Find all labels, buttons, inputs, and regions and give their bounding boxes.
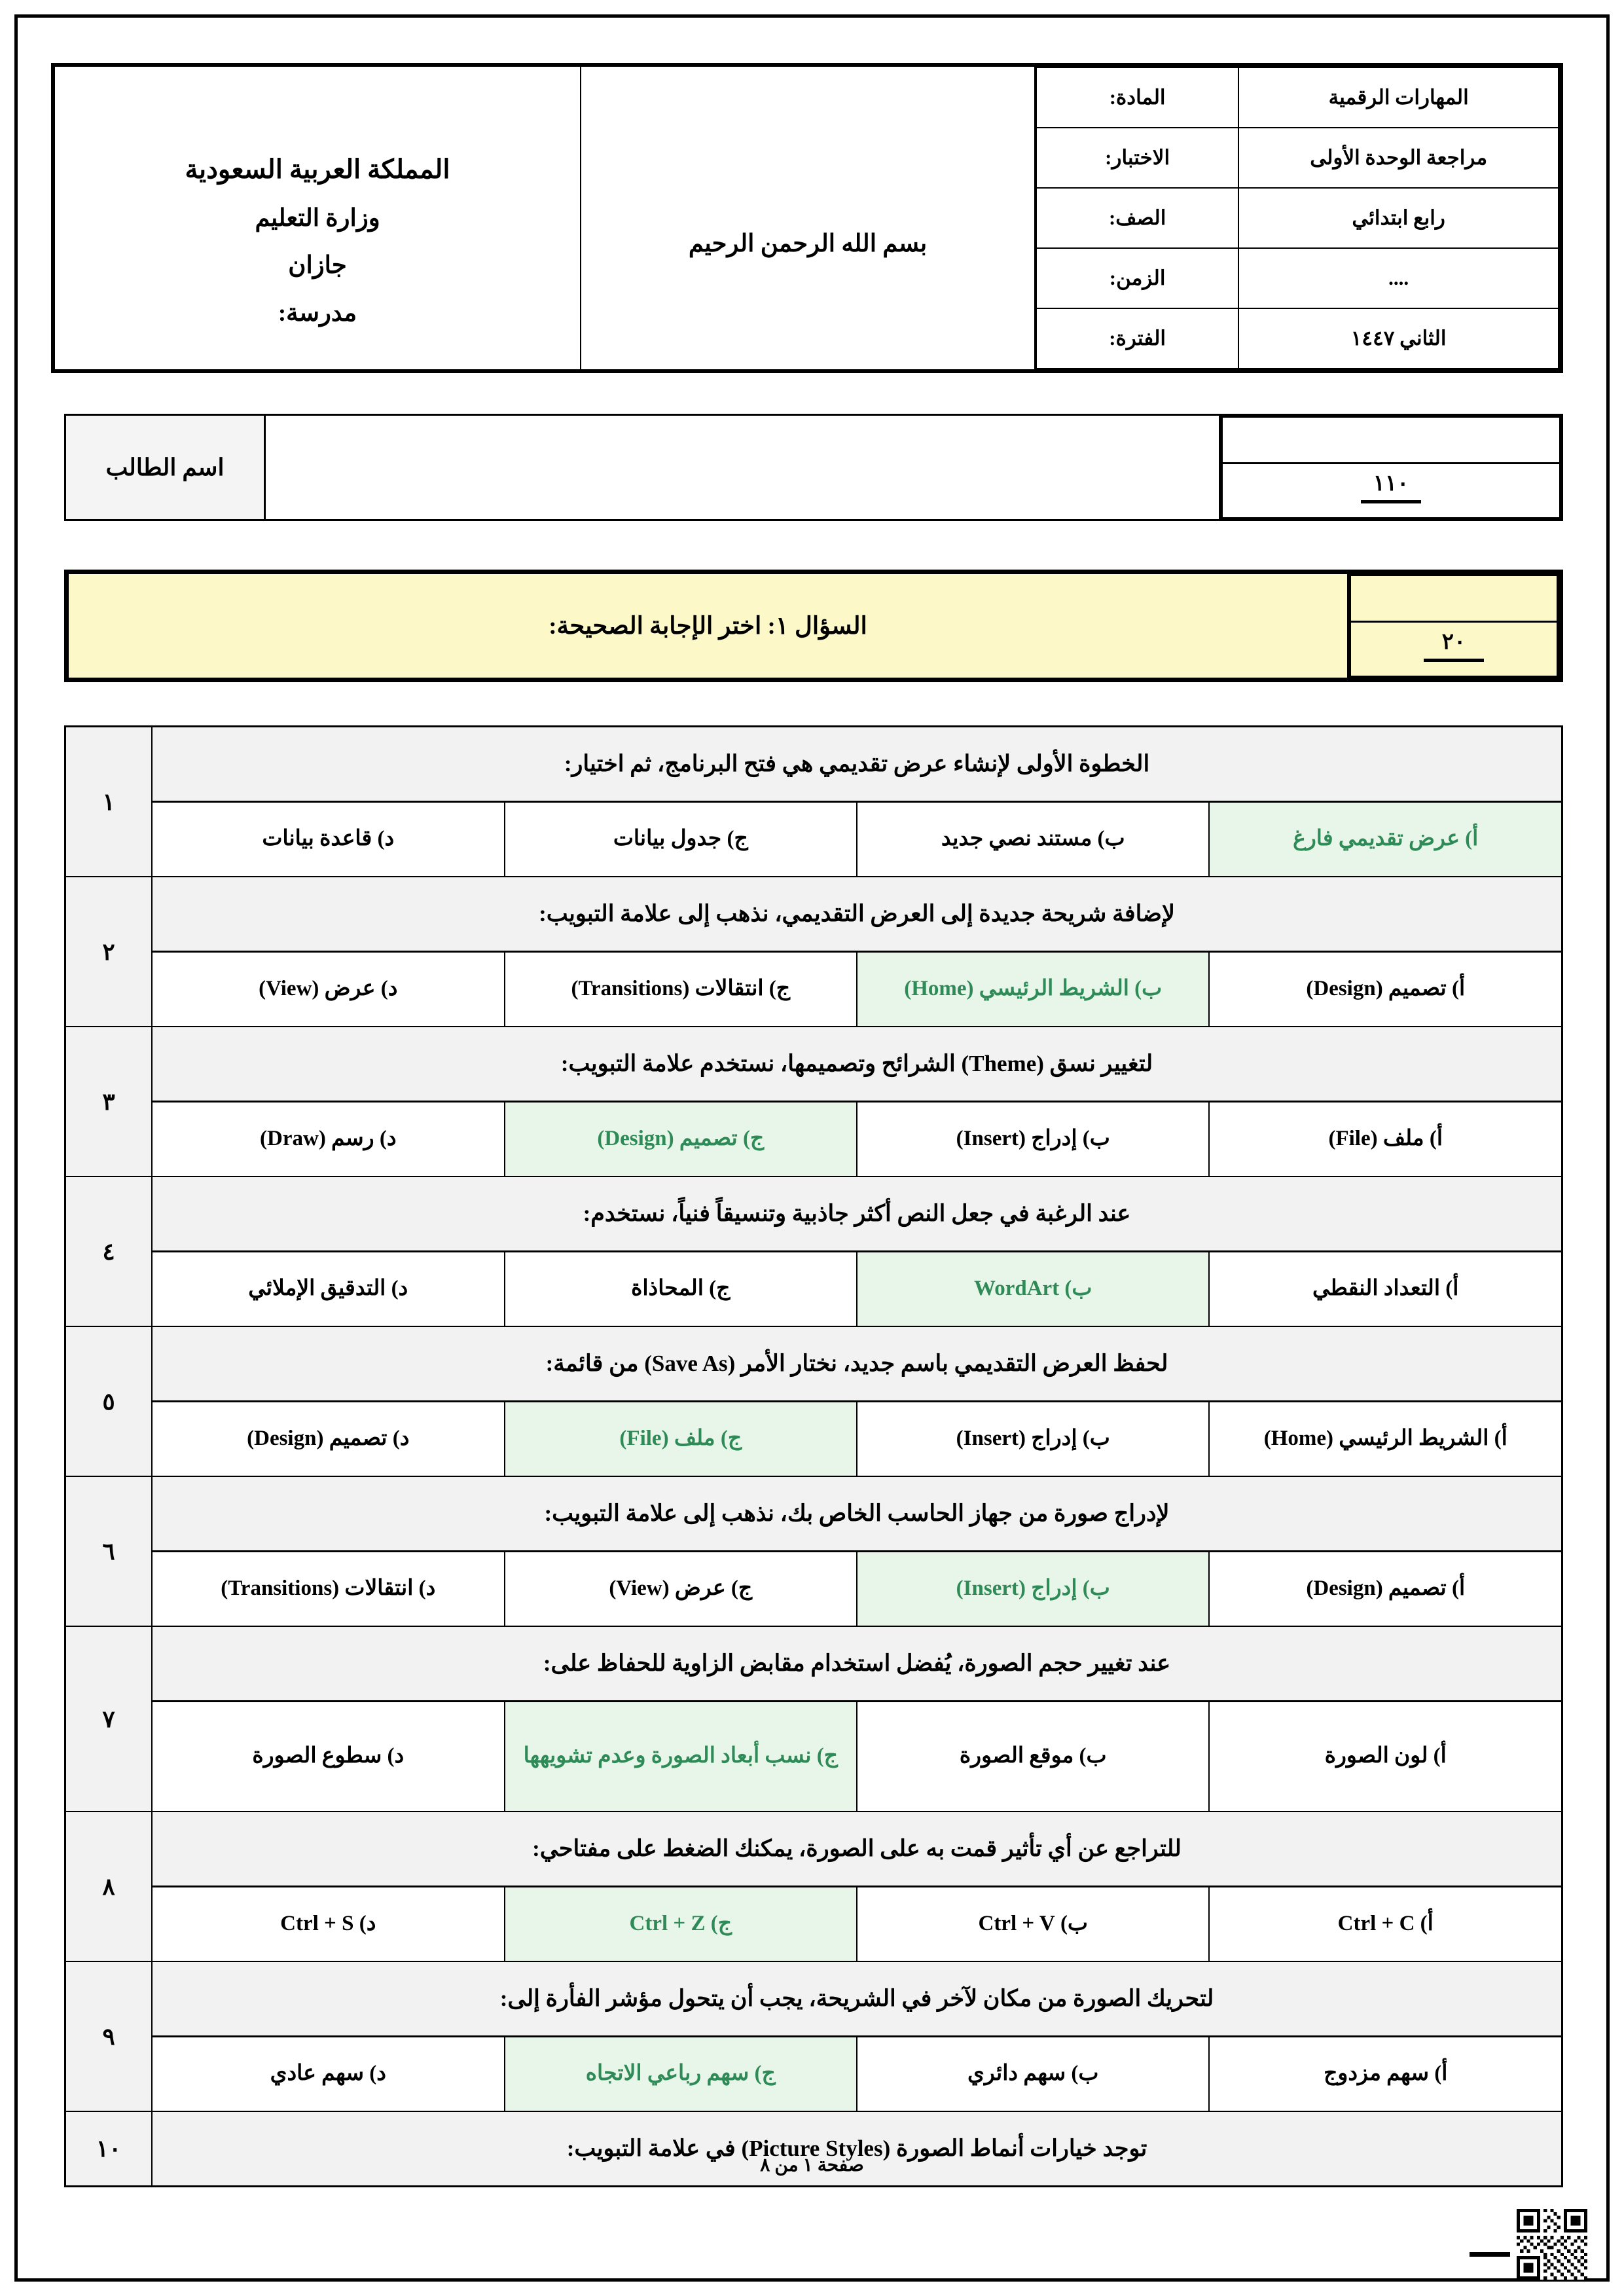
info-row-time xyxy=(1036,248,1559,308)
info-value-time: .... xyxy=(1238,248,1559,308)
info-row-grade xyxy=(1036,188,1559,248)
option[interactable]: د) تصميم (Design) xyxy=(153,1402,505,1476)
option[interactable]: ب) Ctrl + V xyxy=(857,1887,1209,1961)
qr-area xyxy=(1476,2205,1587,2284)
info-value-exam: مراجعة الوحدة الأولى xyxy=(1238,128,1559,188)
option[interactable]: أ) Ctrl + C xyxy=(1209,1887,1561,1961)
total-mark-earned[interactable] xyxy=(1222,417,1561,464)
question-number: ٤ xyxy=(65,1176,153,1326)
question-text: للتراجع عن أي تأثير قمت به على الصورة، يمكنك الضغط على مفتاحي: xyxy=(153,1812,1561,1887)
question-inner-table xyxy=(153,1477,1561,1626)
option[interactable]: ب) مستند نصي جديد xyxy=(857,803,1209,876)
option[interactable]: ب) إدراج (Insert) xyxy=(857,1102,1209,1176)
option[interactable]: أ) تصميم (Design) xyxy=(1209,953,1561,1026)
question-inner-table xyxy=(153,1627,1561,1811)
section-mark-box xyxy=(1349,574,1559,678)
org-line-ministry: وزارة التعليم xyxy=(255,205,380,232)
info-label-subject: المادة: xyxy=(1036,67,1238,128)
question-text: لإدراج صورة من جهاز الحاسب الخاص بك، نذهب إلى علامة التبويب: xyxy=(153,1477,1561,1552)
question-text: الخطوة الأولى لإنشاء عرض تقديمي هي فتح البرنامج، ثم اختيار: xyxy=(153,727,1561,802)
student-name-input[interactable] xyxy=(265,415,1220,520)
questions-table xyxy=(64,725,1563,2187)
question-row xyxy=(65,1961,1562,2111)
qr-code-icon xyxy=(1517,2209,1587,2280)
options-host xyxy=(153,1702,1561,1812)
option[interactable]: ب) سهم دائري xyxy=(857,2037,1209,2111)
option-correct[interactable]: ج) ملف (File) xyxy=(505,1402,857,1476)
question-inner-table xyxy=(153,1177,1561,1326)
options-table xyxy=(153,953,1561,1026)
question-body xyxy=(152,1176,1562,1326)
page-footer: صفحة ١ من ٨ xyxy=(760,2155,864,2176)
student-row-wrapper xyxy=(64,414,1563,521)
option[interactable]: أ) تصميم (Design) xyxy=(1209,1552,1561,1626)
question-inner-table xyxy=(153,1812,1561,1961)
option[interactable]: د) انتقالات (Transitions) xyxy=(153,1552,505,1626)
option[interactable]: د) Ctrl + S xyxy=(153,1887,505,1961)
section-mark-underline xyxy=(1424,659,1484,662)
total-mark-cell xyxy=(1220,415,1562,520)
info-value-grade: رابع ابتدائي xyxy=(1238,188,1559,248)
option[interactable]: ج) جدول بيانات xyxy=(505,803,857,876)
exam-info-table xyxy=(1036,67,1559,369)
student-name-table xyxy=(64,414,1563,521)
option-correct[interactable]: ج) Ctrl + Z xyxy=(505,1887,857,1961)
options-table xyxy=(153,1102,1561,1176)
options-host xyxy=(153,1887,1561,1961)
question-text: لتغيير نسق (Theme) الشرائح وتصميمها، نستخدم علامة التبويب: xyxy=(153,1027,1561,1102)
question-body xyxy=(152,1027,1562,1176)
options-host xyxy=(153,2037,1561,2111)
org-line-region: جازان xyxy=(288,252,347,280)
section-title: السؤال ١: اختر الإجابة الصحيحة: xyxy=(67,572,1348,680)
info-value-term: الثاني ١٤٤٧ xyxy=(1238,308,1559,369)
section-mark-denominator xyxy=(1350,622,1558,677)
options-table xyxy=(153,1402,1561,1476)
info-row-term xyxy=(1036,308,1559,369)
option[interactable]: ج) المحاذاة xyxy=(505,1252,857,1326)
option[interactable]: أ) الشريط الرئيسي (Home) xyxy=(1209,1402,1561,1476)
section-banner-table xyxy=(64,570,1563,682)
option[interactable]: ج) انتقالات (Transitions) xyxy=(505,953,857,1026)
page-content xyxy=(64,63,1563,2187)
option[interactable]: د) سهم عادي xyxy=(153,2037,505,2111)
question-text: توجد خيارات أنماط الصورة (Picture Styles) في علامة التبويب: xyxy=(153,2112,1561,2185)
option[interactable]: أ) لون الصورة xyxy=(1209,1702,1561,1811)
question-body xyxy=(152,1476,1562,1626)
options-table xyxy=(153,2037,1561,2111)
question-text: لإضافة شريحة جديدة إلى العرض التقديمي، نذهب إلى علامة التبويب: xyxy=(153,877,1561,952)
option[interactable]: ج) عرض (View) xyxy=(505,1552,857,1626)
question-body xyxy=(152,1626,1562,1812)
option-correct[interactable]: أ) عرض تقديمي فارغ xyxy=(1209,803,1561,876)
question-text: عند تغيير حجم الصورة، يُفضل استخدام مقابض الزاوية للحفاظ على: xyxy=(153,1627,1561,1702)
section-mark-value: ٢٠ xyxy=(1441,629,1466,654)
info-label-grade: الصف: xyxy=(1036,188,1238,248)
option-correct[interactable]: ب) الشريط الرئيسي (Home) xyxy=(857,953,1209,1026)
total-mark-box xyxy=(1221,416,1561,519)
option[interactable]: د) التدقيق الإملائي xyxy=(153,1252,505,1326)
option[interactable]: أ) ملف (File) xyxy=(1209,1102,1561,1176)
option[interactable]: أ) التعداد النقطي xyxy=(1209,1252,1561,1326)
section-mark-cell xyxy=(1348,572,1561,680)
question-text: لتحريك الصورة من مكان لآخر في الشريحة، يجب أن يتحول مؤشر الفأرة إلى: xyxy=(153,1962,1561,2037)
question-number: ٥ xyxy=(65,1326,153,1476)
option-correct[interactable]: ج) تصميم (Design) xyxy=(505,1102,857,1176)
question-inner-table xyxy=(153,1962,1561,2111)
info-label-time: الزمن: xyxy=(1036,248,1238,308)
option[interactable]: د) رسم (Draw) xyxy=(153,1102,505,1176)
question-row xyxy=(65,1027,1562,1176)
option-correct[interactable]: ب) إدراج (Insert) xyxy=(857,1552,1209,1626)
question-row xyxy=(65,1476,1562,1626)
question-inner-table xyxy=(153,877,1561,1026)
mark-underline xyxy=(1361,500,1421,503)
info-label-exam: الاختبار: xyxy=(1036,128,1238,188)
option[interactable]: أ) سهم مزدوج xyxy=(1209,2037,1561,2111)
option-correct[interactable]: ج) سهم رباعي الاتجاه xyxy=(505,2037,857,2111)
exam-info-cell xyxy=(1035,65,1561,371)
org-line-school: مدرسة: xyxy=(278,299,357,327)
question-inner-table xyxy=(153,727,1561,876)
options-host xyxy=(153,802,1561,877)
question-number: ٦ xyxy=(65,1476,153,1626)
question-row xyxy=(65,1626,1562,1812)
info-value-subject: المهارات الرقمية xyxy=(1238,67,1559,128)
question-body xyxy=(152,1326,1562,1476)
document-header-table xyxy=(51,63,1563,373)
options-table xyxy=(153,1887,1561,1961)
org-line-country: المملكة العربية السعودية xyxy=(185,155,450,185)
question-text: عند الرغبة في جعل النص أكثر جاذبية وتنسيقاً فنياً، نستخدم: xyxy=(153,1177,1561,1252)
option[interactable]: د) قاعدة بيانات xyxy=(153,803,505,876)
options-host xyxy=(153,1402,1561,1476)
question-number: ٩ xyxy=(65,1961,153,2111)
info-row-subject xyxy=(1036,67,1559,128)
options-table xyxy=(153,803,1561,876)
option[interactable]: د) عرض (View) xyxy=(153,953,505,1026)
student-name-label: اسم الطالب xyxy=(65,415,265,520)
question-body xyxy=(152,877,1562,1027)
question-row xyxy=(65,1326,1562,1476)
organization-cell xyxy=(53,65,581,371)
total-mark-denominator xyxy=(1222,464,1561,519)
options-table xyxy=(153,1252,1561,1326)
info-label-term: الفترة: xyxy=(1036,308,1238,369)
question-number: ٢ xyxy=(65,877,153,1027)
question-body xyxy=(152,1812,1562,1961)
options-host xyxy=(153,1102,1561,1176)
question-inner-table xyxy=(153,1327,1561,1476)
question-number: ١٠ xyxy=(65,2111,153,2187)
question-inner-table xyxy=(153,1027,1561,1176)
question-body xyxy=(152,1961,1562,2111)
question-number: ٨ xyxy=(65,1812,153,1961)
options-host xyxy=(153,1552,1561,1626)
question-row xyxy=(65,877,1562,1027)
question-text: لحفظ العرض التقديمي باسم جديد، نختار الأمر (Save As) من قائمة: xyxy=(153,1327,1561,1402)
section-banner-wrapper xyxy=(64,570,1563,682)
option-correct[interactable]: ب) WordArt xyxy=(857,1252,1209,1326)
options-table xyxy=(153,1552,1561,1626)
option[interactable]: ب) موقع الصورة xyxy=(857,1702,1209,1811)
question-row xyxy=(65,1176,1562,1326)
questions-wrapper xyxy=(64,725,1563,2187)
section-mark-earned[interactable] xyxy=(1350,575,1558,622)
option-correct[interactable]: ج) نسب أبعاد الصورة وعدم تشويهها xyxy=(505,1702,857,1811)
options-table xyxy=(153,1702,1561,1811)
basmala-text: بسم الله الرحمن الرحيم xyxy=(581,65,1035,371)
info-row-exam xyxy=(1036,128,1559,188)
options-host xyxy=(153,952,1561,1027)
options-host xyxy=(153,1252,1561,1326)
question-number: ٣ xyxy=(65,1027,153,1176)
total-mark-value: ١١٠ xyxy=(1373,471,1409,496)
option[interactable]: ب) إدراج (Insert) xyxy=(857,1402,1209,1476)
option[interactable]: د) سطوع الصورة xyxy=(153,1702,505,1811)
question-number: ١ xyxy=(65,727,153,877)
question-row xyxy=(65,1812,1562,1961)
question-number: ٧ xyxy=(65,1626,153,1812)
footer-rule xyxy=(1470,2252,1510,2257)
question-body xyxy=(152,727,1562,877)
question-row xyxy=(65,727,1562,877)
